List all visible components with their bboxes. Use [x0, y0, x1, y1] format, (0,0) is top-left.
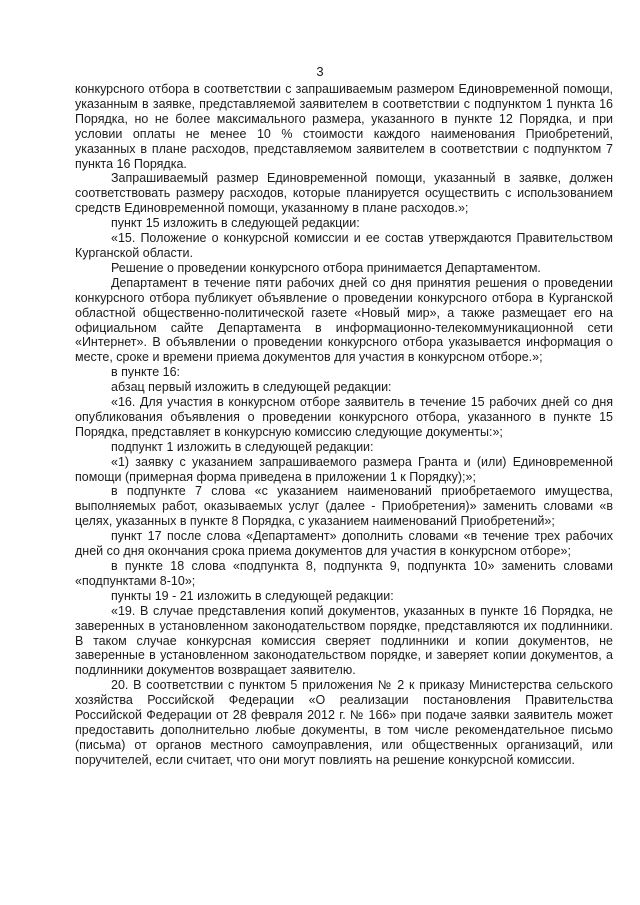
paragraph-11: «1) заявку с указанием запрашиваемого размера Гранта и (или) Единовременной помощи (примерная форма приведена в приложении 1 к Порядку);»;	[75, 454, 613, 484]
paragraph-16: «19. В случае представления копий документов, указанных в пункте 16 Порядка, не заверенных в установленном законодательством порядке, представляются их подлинники. В таком случае конкурсная комиссия сверяет подлинники и копии документов, не заверенные в установленном законодательством порядке, и заверяет копии документов, а подлинники документов возвращает заявителю.	[75, 603, 613, 678]
paragraph-4: «15. Положение о конкурсной комиссии и ее состав утверждаются Правительством Курганской области.	[75, 231, 613, 260]
paragraph-10: подпункт 1 изложить в следующей редакции:	[111, 439, 374, 454]
paragraph-2: Запрашиваемый размер Единовременной помощи, указанный в заявке, должен соответствовать размеру расходов, которые планируется осуществить с использованием средств Единовременной помощи, указанному в плане расходов.»;	[75, 171, 613, 216]
document-body	[75, 82, 613, 768]
paragraph-15: пункты 19 - 21 изложить в следующей редакции:	[111, 588, 394, 603]
paragraph-14: в пункте 18 слова «подпункта 8, подпункта 9, подпункта 10» заменить словами «подпунктами 8-10»;	[75, 559, 613, 588]
page-number: 3	[316, 64, 324, 79]
paragraph-13: пункт 17 после слова «Департамент» дополнить словами «в течение трех рабочих дней со дня окончания срока приема документов для участия в конкурсном отборе»;	[75, 529, 613, 559]
paragraph-6: Департамент в течение пяти рабочих дней со дня принятия решения о проведении конкурсного отбора публикует объявление о проведении конкурсного отбора в Курганской областной общественно-политической газете «Новый мир», а также размещает его на официальном сайте Департамента в информационно-телекоммуникационной сети «Интернет». В объявлении о проведении конкурсного отбора указывается информация о месте, сроке и времени приема документов для участия в конкурсном отборе.»;	[75, 275, 613, 365]
paragraph-1: конкурсного отбора в соответствии с запрашиваемым размером Единовременной помощи, указанным в заявке, представляемой заявителем в соответствии с подпунктом 1 пункта 16 Порядка, но не более максимального размера, указанного в пункте 12 Порядка, и при условии оплаты не менее 10 % стоимости каждого наименования Приобретений, указанных в плане расходов, представляемом заявителем в соответствии с подпунктом 7 пункта 16 Порядка.	[75, 82, 613, 171]
paragraph-12: в подпункте 7 слова «с указанием наименований приобретаемого имущества, выполняемых работ, оказываемых услуг (далее - Приобретения)» заменить словами «в целях, указанных в пункте 8 Порядка, с указанием наименований Приобретений»;	[75, 484, 613, 529]
paragraph-17: 20. В соответствии с пунктом 5 приложения № 2 к приказу Министерства сельского хозяйства Российской Федерации «О реализации постановления Правительства Российской Федерации от 28 февраля 2012 г. № 166» при подаче заявки заявитель может предоставить дополнительно любые документы, в том числе рекомендательное письмо (письма) от органов местного самоуправления, или общественных организаций, или поручителей, если считает, что они могут повлиять на решение конкурсной комиссии.	[75, 678, 613, 767]
paragraph-9: «16. Для участия в конкурсном отборе заявитель в течение 15 рабочих дней со дня опубликования объявления о проведении конкурсного отбора, указанного в пункте 15 Порядка, представляет в конкурсную комиссию следующие документы:»;	[75, 395, 613, 439]
paragraph-7: в пункте 16:	[111, 365, 181, 380]
paragraph-3: пункт 15 изложить в следующей редакции:	[111, 216, 360, 231]
paragraph-5: Решение о проведении конкурсного отбора принимается Департаментом.	[111, 260, 541, 275]
paragraph-8: абзац первый изложить в следующей редакции:	[111, 380, 392, 395]
